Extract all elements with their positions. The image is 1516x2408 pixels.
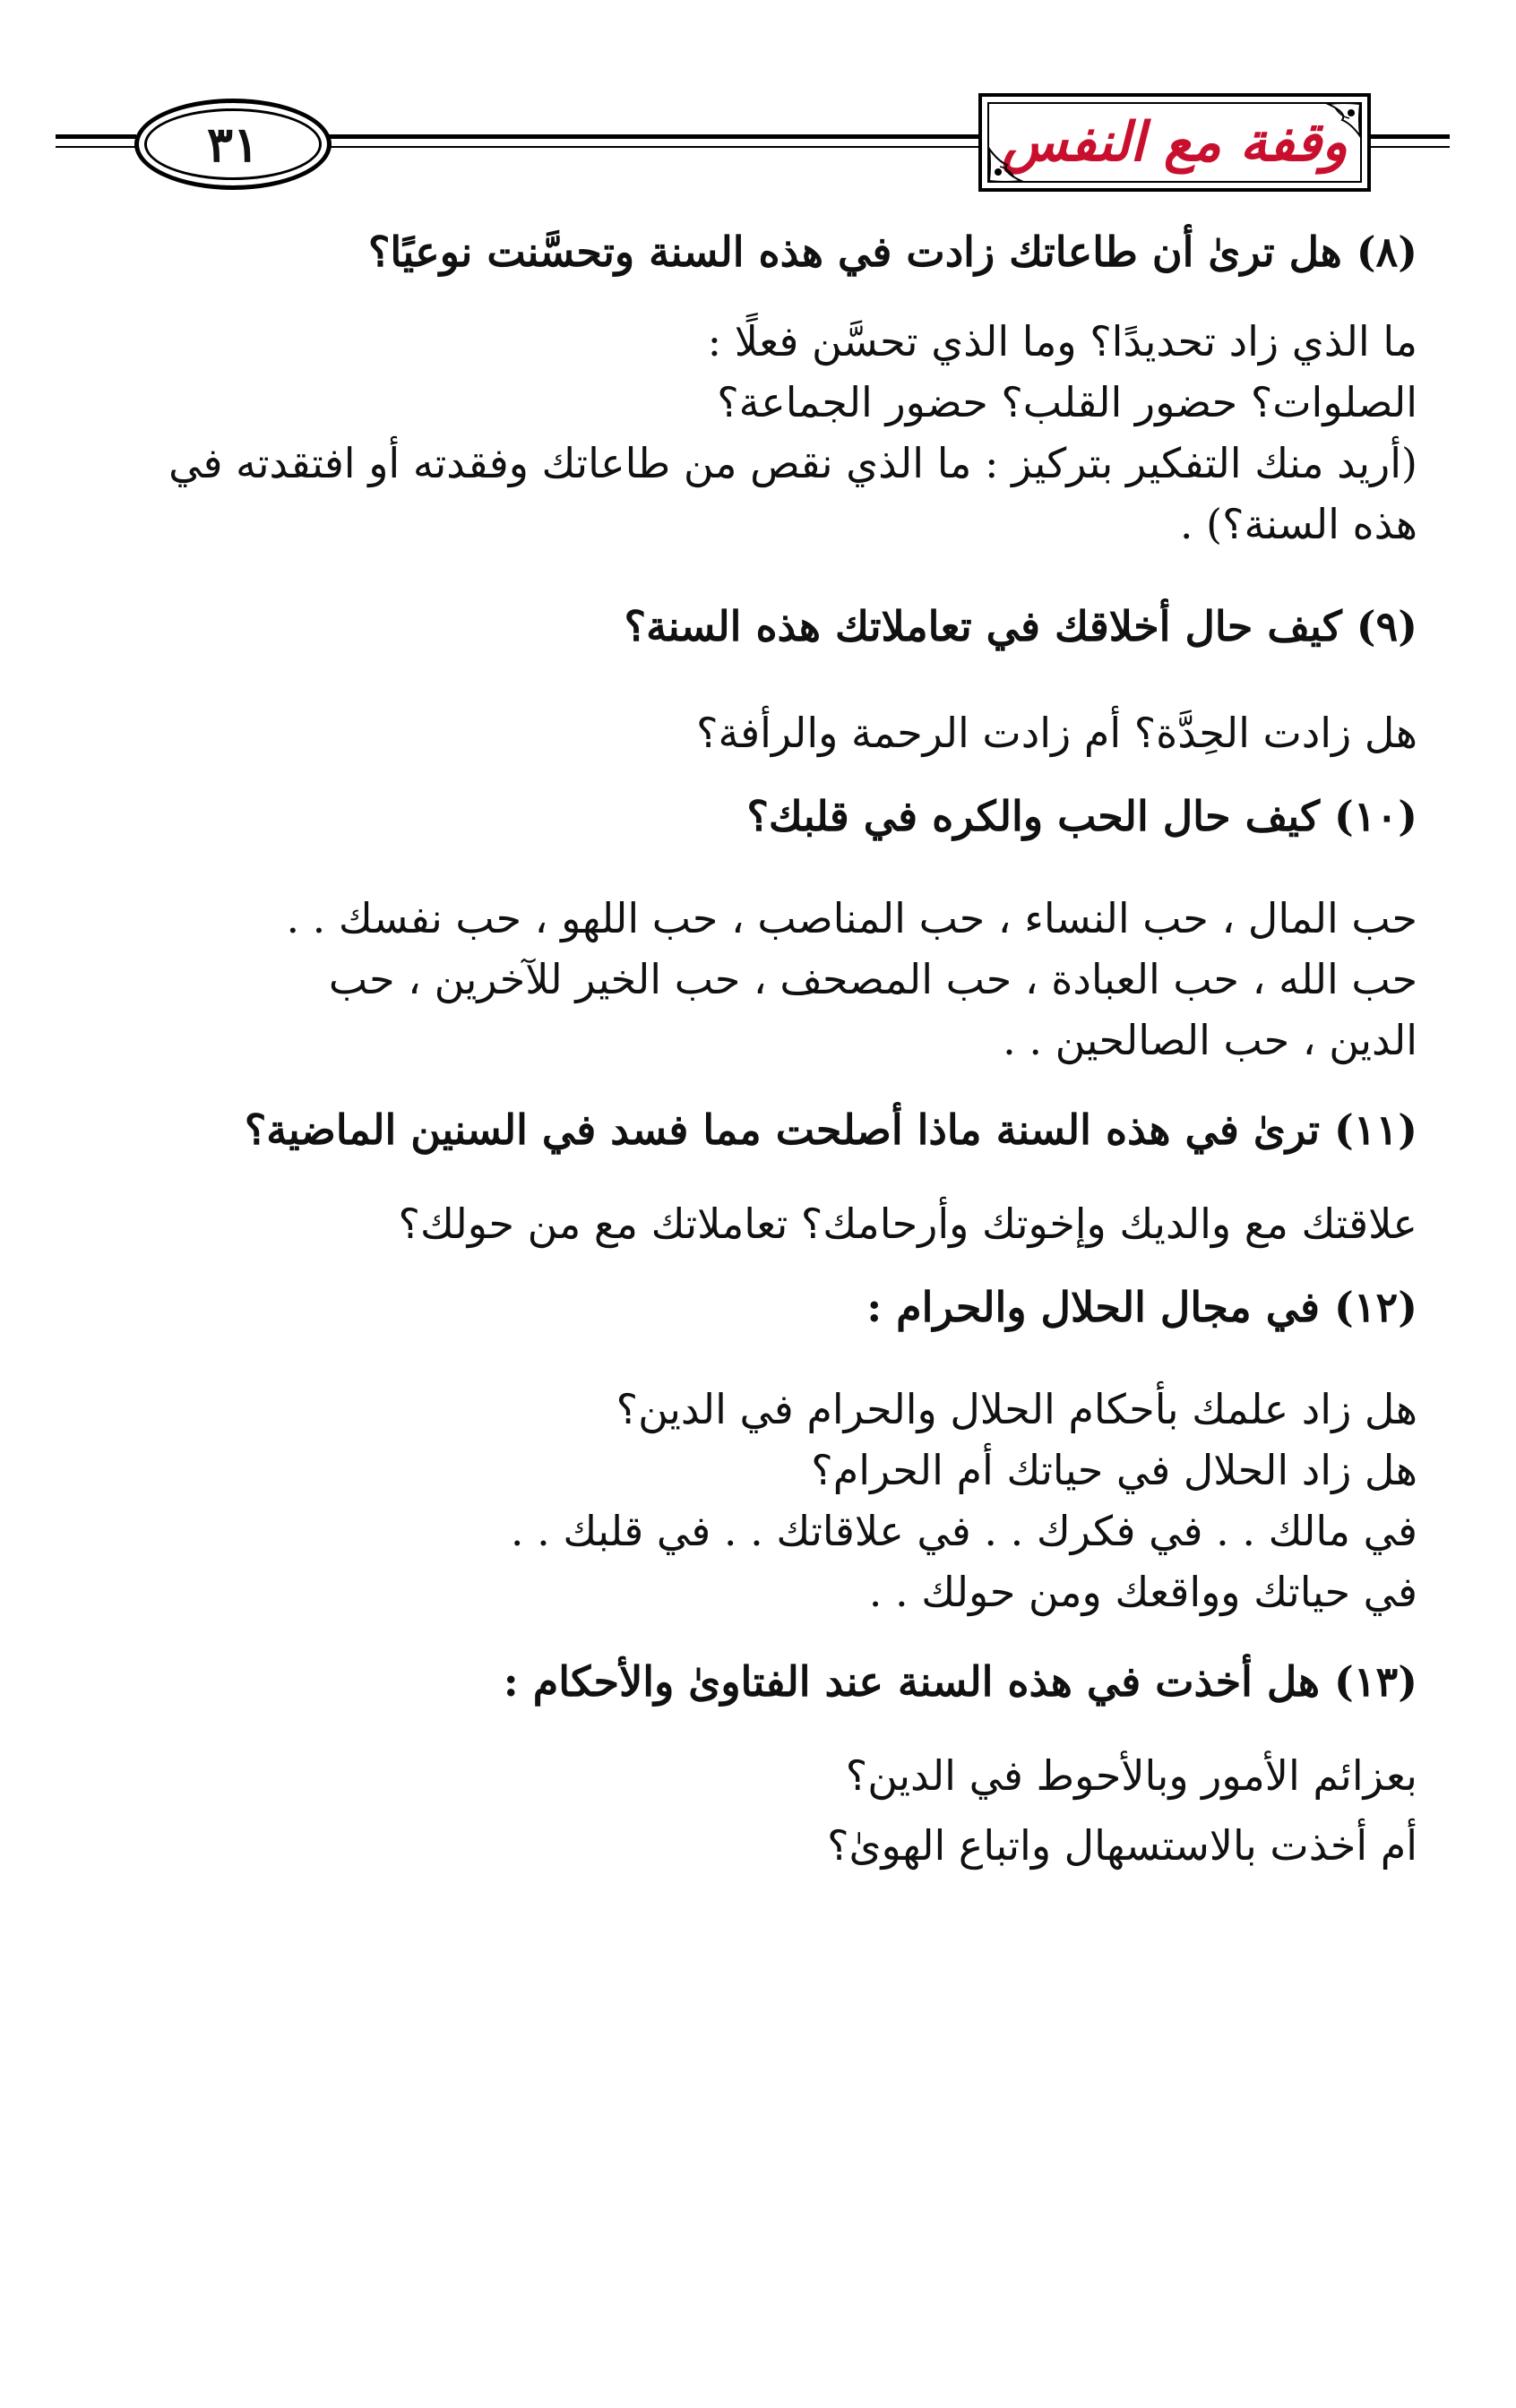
question-heading: (١٢) في مجال الحلال والحرام : [866,1283,1417,1331]
section-q12 [99,1278,1417,1622]
corner-ornament-icon [1324,100,1364,140]
paragraph-line: هل زادت الحِدَّة؟ أم زادت الرحمة والرأفة؟ [696,709,1417,757]
paragraph-line: في مالك . . في فكرك . . في علاقاتك . . في قلبك . . [510,1507,1417,1555]
section-q13 [99,1653,1417,1880]
question-heading: (٨) هل ترىٰ أن طاعاتك زادت في هذه السنة وتحسَّنت نوعيًا؟ [367,228,1417,276]
question-heading: (١٣) هل أخذت في هذه السنة عند الفتاوىٰ والأحكام : [503,1657,1417,1706]
paragraph-line: الصلوات؟ حضور القلب؟ حضور الجماعة؟ [717,378,1417,426]
page-number-badge [134,99,332,190]
paragraph-line: (أريد منك التفكير بتركيز : ما الذي نقص من طاعاتك وفقدته أو افتقدته في [168,439,1417,487]
header-rule-right [1364,134,1450,139]
paragraph-line: ما الذي زاد تحديدًا؟ وما الذي تحسَّن فعلًا : [707,317,1417,366]
paragraph-line: بعزائم الأمور وبالأحوط في الدين؟ [845,1751,1417,1800]
section-q8 [99,223,1417,555]
header-rule-right-thin [1364,146,1450,148]
section-q9 [99,598,1417,768]
paragraph-line: الدين ، حب الصالحين . . [1003,1016,1417,1064]
paragraph-line: هل زاد علمك بأحكام الحلال والحرام في الدين؟ [616,1385,1417,1433]
paragraph-line: علاقتك مع والديك وإخوتك وأرحامك؟ تعاملاتك مع من حولك؟ [398,1200,1417,1248]
header-rule-middle [323,134,978,139]
question-heading: (١١) ترىٰ في هذه السنة ماذا أصلحت مما فسد في السنين الماضية؟ [244,1105,1417,1154]
running-title-box [978,93,1371,192]
paragraph-line: في حياتك وواقعك ومن حولك . . [868,1568,1417,1616]
page-number: ٣١ [207,116,260,173]
section-q10 [99,787,1417,1071]
page-header [0,0,1516,206]
paragraph-line: حب المال ، حب النساء ، حب المناصب ، حب اللهو ، حب نفسك . . [286,894,1417,942]
header-rule-middle-thin [323,146,978,148]
section-q11 [99,1101,1417,1259]
header-rule-left-outer [56,134,136,139]
corner-ornament-icon [986,145,1025,185]
paragraph-line: هذه السنة؟) . [1179,500,1417,548]
question-heading: (٩) كيف حال أخلاقك في تعاملاتك هذه السنة؟ [624,602,1417,650]
paragraph-line: هل زاد الحلال في حياتك أم الحرام؟ [811,1446,1417,1494]
running-title: وقفة مع النفس [1002,111,1348,174]
paragraph-line: حب الله ، حب العبادة ، حب المصحف ، حب الخير للآخرين ، حب [328,955,1417,1003]
question-heading: (١٠) كيف حال الحب والكره في قلبك؟ [746,792,1417,840]
paragraph-line: أم أخذت بالاستسهال واتباع الهوىٰ؟ [827,1821,1417,1870]
page-body [99,211,1417,1880]
header-rule-left-outer-thin [56,146,136,148]
